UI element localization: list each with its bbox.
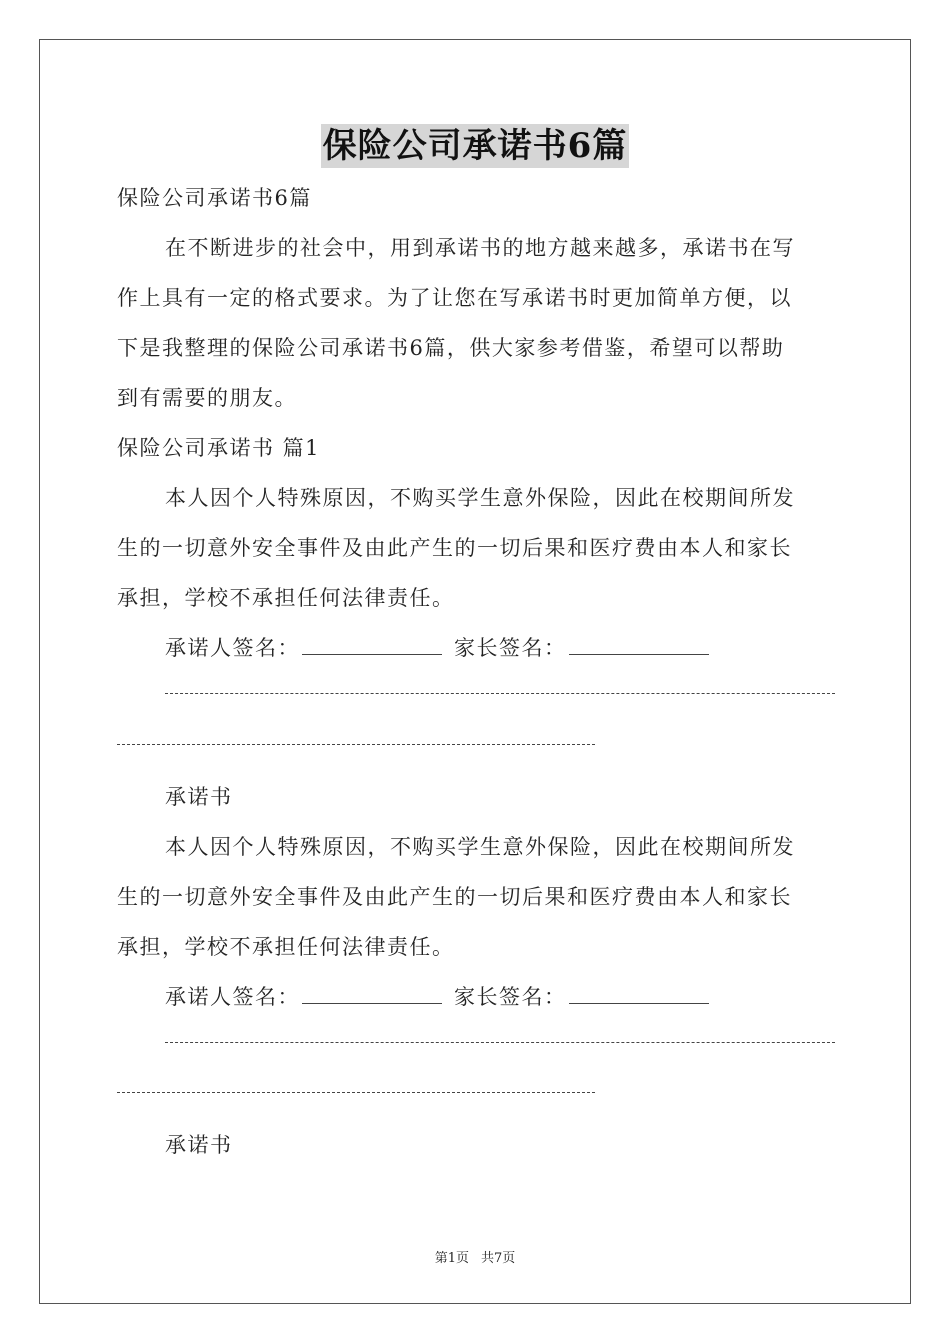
separator-dashes bbox=[165, 1042, 835, 1043]
promisor-signature-field[interactable] bbox=[302, 983, 442, 1004]
page-number: 第1页 bbox=[434, 1251, 469, 1266]
separator-dashes bbox=[117, 1092, 595, 1093]
section-heading: 保险公司承诺书 篇1 bbox=[117, 436, 321, 460]
body-line-2: 生的一切意外安全事件及由此产生的一切后果和医疗费由本人和家长 bbox=[117, 536, 792, 560]
parent-signature-label: 家长签名： bbox=[454, 985, 567, 1009]
separator-dashes bbox=[117, 744, 595, 745]
page-total: 共7页 bbox=[481, 1251, 516, 1266]
parent-signature-field[interactable] bbox=[569, 983, 709, 1004]
body-line-1: 本人因个人特殊原因，不购买学生意外保险，因此在校期间所发 bbox=[165, 835, 795, 859]
intro-line-1: 在不断进步的社会中，用到承诺书的地方越来越多，承诺书在写 bbox=[165, 236, 795, 260]
intro-line-2: 作上具有一定的格式要求。为了让您在写承诺书时更加简单方便，以 bbox=[117, 286, 792, 310]
promisor-signature-field[interactable] bbox=[302, 634, 442, 655]
body-line-3: 承担，学校不承担任何法律责任。 bbox=[117, 586, 455, 610]
separator-dashes bbox=[165, 693, 835, 694]
signature-row bbox=[165, 982, 885, 1012]
body-line-1: 本人因个人特殊原因，不购买学生意外保险，因此在校期间所发 bbox=[165, 486, 795, 510]
intro-line-3: 下是我整理的保险公司承诺书6篇，供大家参考借鉴，希望可以帮助 bbox=[117, 336, 785, 360]
intro-line-4: 到有需要的朋友。 bbox=[117, 386, 297, 410]
block-heading: 承诺书 bbox=[165, 1133, 233, 1157]
page-footer bbox=[0, 1247, 950, 1266]
parent-signature-label: 家长签名： bbox=[454, 636, 567, 660]
block-heading: 承诺书 bbox=[165, 785, 233, 809]
body-line-2: 生的一切意外安全事件及由此产生的一切后果和医疗费由本人和家长 bbox=[117, 885, 792, 909]
page-border bbox=[39, 39, 911, 1304]
promisor-signature-label: 承诺人签名： bbox=[165, 636, 300, 660]
body-line-3: 承担，学校不承担任何法律责任。 bbox=[117, 935, 455, 959]
promisor-signature-label: 承诺人签名： bbox=[165, 985, 300, 1009]
title-container bbox=[0, 124, 950, 168]
signature-row bbox=[165, 633, 885, 663]
document-title: 保险公司承诺书6篇 bbox=[322, 126, 628, 166]
parent-signature-field[interactable] bbox=[569, 634, 709, 655]
document-subtitle: 保险公司承诺书6篇 bbox=[117, 186, 312, 210]
